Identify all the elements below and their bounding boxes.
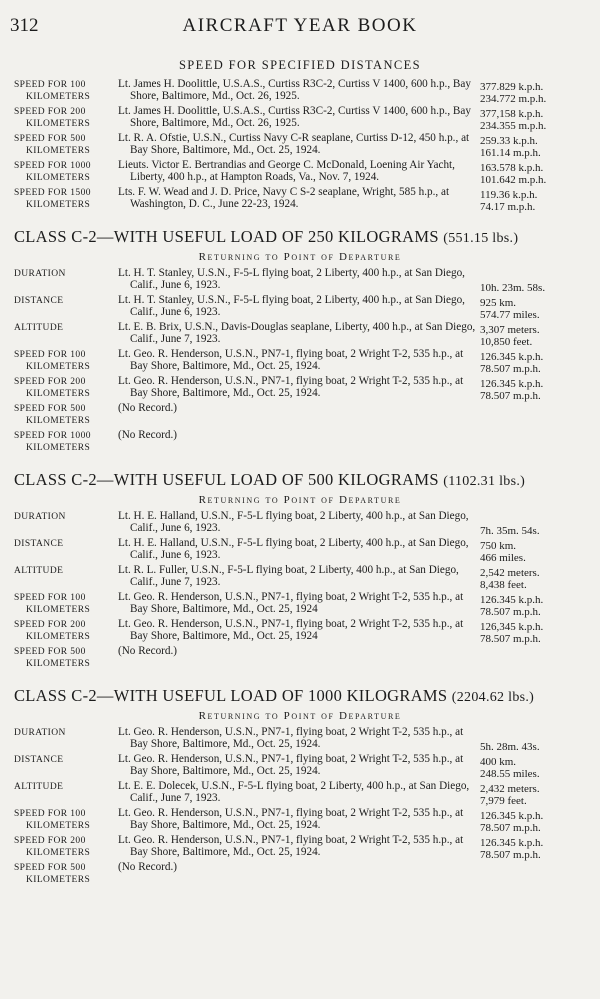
- running-title: AIRCRAFT YEAR BOOK: [182, 15, 418, 36]
- record-values: [480, 379, 586, 402]
- record-label-line: KILOMETERS: [26, 875, 91, 885]
- record-label-line: KILOMETERS: [26, 416, 91, 426]
- record-label-line: KILOMETERS: [26, 200, 91, 210]
- record-label-line: SPEED FOR 200: [14, 377, 86, 387]
- record-description: Lt. Geo. R. Henderson, U.S.N., PN7-1, flying boat, 2 Wright T-2, 535 h.p., at Bay Shore, Baltimore, Md., Oct. 25, 1924: [118, 618, 464, 642]
- record-entry: [14, 592, 586, 618]
- record-entry: [14, 754, 586, 780]
- record-value: 126.345 k.p.h.: [480, 594, 544, 606]
- record-label-line: KILOMETERS: [26, 605, 91, 615]
- record-entry: [14, 295, 586, 321]
- record-label-line: SPEED FOR 500: [14, 863, 86, 873]
- record-value: 78.507 m.p.h.: [480, 821, 541, 834]
- record-value: 161.14 m.p.h.: [480, 146, 541, 159]
- class-title: [14, 686, 586, 706]
- record-label-line: ALTITUDE: [14, 323, 64, 333]
- record-label-line: KILOMETERS: [26, 92, 91, 102]
- record-values: [480, 595, 586, 618]
- record-value: 126.345 k.p.h.: [480, 837, 544, 849]
- record-label-line: KILOMETERS: [26, 389, 91, 399]
- record-label: [14, 376, 110, 400]
- class-title-text: CLASS C-2—WITH USEFUL LOAD OF 1000 KILOGRAMS: [14, 686, 452, 705]
- class-title: [14, 227, 586, 247]
- record-values: [480, 622, 586, 645]
- record-entry: [14, 835, 586, 861]
- record-values: [480, 82, 586, 105]
- record-label-line: SPEED FOR 200: [14, 107, 86, 117]
- record-value: 400 km.: [480, 756, 517, 768]
- record-value: 101.642 m.p.h.: [480, 173, 547, 186]
- record-values: [480, 283, 586, 295]
- record-value: 78.507 m.p.h.: [480, 848, 541, 861]
- record-label: [14, 187, 110, 211]
- class-title-text: CLASS C-2—WITH USEFUL LOAD OF 500 KILOGRAMS: [14, 470, 444, 489]
- record-label-line: ALTITUDE: [14, 782, 64, 792]
- page-header: [10, 15, 590, 39]
- record-label: [14, 133, 110, 157]
- record-value: 78.507 m.p.h.: [480, 362, 541, 375]
- record-label-line: KILOMETERS: [26, 146, 91, 156]
- record-value: 248.55 miles.: [480, 767, 540, 780]
- record-label-line: SPEED FOR 1000: [14, 431, 91, 441]
- record-value: 126,345 k.p.h.: [480, 621, 544, 633]
- record-value: 574.77 miles.: [480, 308, 540, 321]
- record-label-line: SPEED FOR 500: [14, 134, 86, 144]
- record-value: 7h. 35m. 54s.: [480, 524, 540, 537]
- record-label: [14, 592, 110, 616]
- record-value: 163.578 k.p.h.: [480, 162, 544, 174]
- record-label-line: KILOMETERS: [26, 119, 91, 129]
- record-label-line: DURATION: [14, 269, 66, 279]
- record-label-line: DURATION: [14, 512, 66, 522]
- record-values: [480, 757, 586, 780]
- record-description: Lt. E. B. Brix, U.S.N., Davis-Douglas seaplane, Liberty, 400 h.p., at San Diego, Calif., June 7, 1923.: [118, 321, 476, 345]
- record-value: 466 miles.: [480, 551, 526, 564]
- class-title-lbs: (2204.62 lbs.): [451, 690, 535, 705]
- record-value: 78.507 m.p.h.: [480, 389, 541, 402]
- record-entry: [14, 322, 586, 348]
- class-title-lbs: (551.15 lbs.): [443, 231, 519, 246]
- record-description: Lt. H. T. Stanley, U.S.N., F-5-L flying boat, 2 Liberty, 400 h.p., at San Diego, Calif., June 6, 1923.: [118, 267, 465, 291]
- record-description: (No Record.): [118, 861, 178, 873]
- record-label: [14, 565, 110, 577]
- record-label-line: SPEED FOR 500: [14, 647, 86, 657]
- record-label: [14, 808, 110, 832]
- record-description: Lt. H. T. Stanley, U.S.N., F-5-L flying boat, 2 Liberty, 400 h.p., at San Diego, Calif., June 6, 1923.: [118, 294, 465, 318]
- record-values: [480, 325, 586, 348]
- record-label-line: KILOMETERS: [26, 173, 91, 183]
- record-label: [14, 781, 110, 793]
- record-entry: [14, 781, 586, 807]
- record-entry: [14, 808, 586, 834]
- record-value: 5h. 28m. 43s.: [480, 740, 540, 753]
- record-entry: [14, 511, 586, 537]
- record-entry: [14, 160, 586, 186]
- record-label-line: SPEED FOR 100: [14, 593, 86, 603]
- record-label-line: KILOMETERS: [26, 443, 91, 453]
- record-label-line: SPEED FOR 100: [14, 809, 86, 819]
- record-value: 234.355 m.p.h.: [480, 119, 547, 132]
- record-entry: [14, 727, 586, 753]
- section-subtitle: Returning to Point of Departure: [198, 494, 402, 506]
- record-label: [14, 862, 110, 886]
- record-label: [14, 538, 110, 550]
- record-value: 2,432 meters.: [480, 783, 540, 795]
- record-label: [14, 106, 110, 130]
- record-label: [14, 160, 110, 184]
- record-values: [480, 190, 586, 213]
- record-label: [14, 403, 110, 427]
- section-title: SPEED FOR SPECIFIED DISTANCES: [178, 58, 422, 72]
- record-label: [14, 727, 110, 739]
- record-label-line: DISTANCE: [14, 296, 64, 306]
- record-entry: [14, 403, 586, 429]
- record-label-line: SPEED FOR 200: [14, 836, 86, 846]
- section-subtitle: Returning to Point of Departure: [198, 710, 402, 722]
- record-value: 119.36 k.p.h.: [480, 189, 538, 201]
- record-entry: [14, 349, 586, 375]
- record-description: Lt. Geo. R. Henderson, U.S.N., PN7-1, flying boat, 2 Wright T-2, 535 h.p., at Bay Shore, Baltimore, Md., Oct. 25, 1924.: [118, 348, 464, 372]
- record-description: Lt. James H. Doolittle, U.S.A.S., Curtiss R3C-2, Curtiss V 1400, 600 h.p., Bay Shore, Baltimore, Md., Oct. 26, 1925.: [118, 78, 471, 102]
- record-label-line: KILOMETERS: [26, 848, 91, 858]
- class-title-text: CLASS C-2—WITH USEFUL LOAD OF 250 KILOGRAMS: [14, 227, 444, 246]
- record-label-line: DISTANCE: [14, 539, 64, 549]
- record-entry: [14, 430, 586, 456]
- record-entry: [14, 79, 586, 105]
- record-value: 126.345 k.p.h.: [480, 378, 544, 390]
- record-entry: [14, 376, 586, 402]
- record-label-line: SPEED FOR 500: [14, 404, 86, 414]
- record-entry: [14, 565, 586, 591]
- record-value: 377.829 k.p.h.: [480, 81, 544, 93]
- record-label: [14, 619, 110, 643]
- record-value: 10,850 feet.: [480, 335, 533, 348]
- class-title-lbs: (1102.31 lbs.): [443, 474, 526, 489]
- record-description: Lt. H. E. Halland, U.S.N., F-5-L flying boat, 2 Liberty, 400 h.p., at San Diego, Calif., June 6, 1923.: [118, 510, 469, 534]
- record-entry: [14, 538, 586, 564]
- record-section: [14, 227, 586, 456]
- record-description: Lt. R. L. Fuller, U.S.N., F-5-L flying boat, 2 Liberty, 400 h.p., at San Diego, Calif., June 7, 1923.: [118, 564, 459, 588]
- record-label-line: SPEED FOR 1000: [14, 161, 91, 171]
- record-value: 259.33 k.p.h.: [480, 135, 538, 147]
- record-label: [14, 511, 110, 523]
- record-value: 10h. 23m. 58s.: [480, 281, 546, 294]
- record-description: Lt. E. E. Dolecek, U.S.N., F-5-L flying boat, 2 Liberty, 400 h.p., at San Diego, Calif., June 7, 1923.: [118, 780, 470, 804]
- record-entry: [14, 187, 586, 213]
- record-section: [14, 58, 586, 213]
- record-values: [480, 352, 586, 375]
- record-label-line: DISTANCE: [14, 755, 64, 765]
- record-value: 126.345 k.p.h.: [480, 810, 544, 822]
- record-description: Lt. H. E. Halland, U.S.N., F-5-L flying boat, 2 Liberty, 400 h.p., at San Diego, Calif., June 6, 1923.: [118, 537, 469, 561]
- record-entry: [14, 106, 586, 132]
- record-value: 3,307 meters.: [480, 324, 540, 336]
- record-values: [480, 742, 586, 754]
- record-label: [14, 646, 110, 670]
- record-description: Lt. Geo. R. Henderson, U.S.N., PN7-1, flying boat, 2 Wright T-2, 535 h.p., at Bay Shore, Baltimore, Md., Oct. 25, 1924: [118, 591, 464, 615]
- record-description: Lts. F. W. Wead and J. D. Price, Navy C S-2 seaplane, Wright, 585 h.p., at Washington, D. C., June 22-23, 1924.: [118, 186, 450, 210]
- record-value: 2,542 meters.: [480, 567, 540, 579]
- record-description: Lt. Geo. R. Henderson, U.S.N., PN7-1, flying boat, 2 Wright T-2, 535 h.p., at Bay Shore, Baltimore, Md., Oct. 25, 1924.: [118, 726, 464, 750]
- record-label: [14, 754, 110, 766]
- record-description: Lt. Geo. R. Henderson, U.S.N., PN7-1, flying boat, 2 Wright T-2, 535 h.p., at Bay Shore, Baltimore, Md., Oct. 25, 1924.: [118, 375, 464, 399]
- record-values: [480, 541, 586, 564]
- record-entry: [14, 862, 586, 888]
- record-values: [480, 163, 586, 186]
- record-label-line: KILOMETERS: [26, 362, 91, 372]
- record-value: 78.507 m.p.h.: [480, 605, 541, 618]
- record-value: 7,979 feet.: [480, 794, 527, 807]
- section-subtitle: Returning to Point of Departure: [198, 251, 402, 263]
- record-value: 925 km.: [480, 297, 517, 309]
- record-description: Lt. James H. Doolittle, U.S.A.S., Curtiss R3C-2, Curtiss V 1400, 600 h.p., Bay Shore, Baltimore, Md., Oct. 26, 1925.: [118, 105, 471, 129]
- record-label-line: SPEED FOR 100: [14, 80, 86, 90]
- record-label: [14, 322, 110, 334]
- record-values: [480, 526, 586, 538]
- record-description: Lt. Geo. R. Henderson, U.S.N., PN7-1, flying boat, 2 Wright T-2, 535 h.p., at Bay Shore, Baltimore, Md., Oct. 25, 1924.: [118, 834, 464, 858]
- record-values: [480, 838, 586, 861]
- record-entry: [14, 133, 586, 159]
- record-description: Lt. Geo. R. Henderson, U.S.N., PN7-1, flying boat, 2 Wright T-2, 535 h.p., at Bay Shore, Baltimore, Md., Oct. 25, 1924.: [118, 753, 464, 777]
- record-values: [480, 784, 586, 807]
- record-value: 126.345 k.p.h.: [480, 351, 544, 363]
- record-entry: [14, 646, 586, 672]
- record-label: [14, 268, 110, 280]
- records-content: [14, 58, 586, 889]
- class-title: [14, 470, 586, 490]
- record-description: (No Record.): [118, 429, 178, 441]
- record-label-line: KILOMETERS: [26, 632, 91, 642]
- record-label: [14, 295, 110, 307]
- record-value: 377,158 k.p.h.: [480, 108, 544, 120]
- record-label: [14, 349, 110, 373]
- record-entry: [14, 268, 586, 294]
- record-value: 74.17 m.p.h.: [480, 200, 536, 213]
- record-description: (No Record.): [118, 402, 178, 414]
- record-values: [480, 811, 586, 834]
- record-value: 750 km.: [480, 540, 517, 552]
- record-description: Lt. R. A. Ofstie, U.S.N., Curtiss Navy C-R seaplane, Curtiss D-12, 450 h.p., at Bay Shore, Baltimore, Md., Oct. 25, 1924.: [118, 132, 470, 156]
- record-values: [480, 568, 586, 591]
- record-label-line: KILOMETERS: [26, 821, 91, 831]
- record-label-line: SPEED FOR 1500: [14, 188, 91, 198]
- record-value: 78.507 m.p.h.: [480, 632, 541, 645]
- record-label: [14, 430, 110, 454]
- record-values: [480, 298, 586, 321]
- record-value: 234.772 m.p.h.: [480, 92, 547, 105]
- record-description: Lieuts. Victor E. Bertrandias and George C. McDonald, Loening Air Yacht, Liberty, 400 h.p., at Hampton Roads, Va., Nov. 7, 1924.: [118, 159, 455, 183]
- record-label: [14, 79, 110, 103]
- record-value: 8,438 feet.: [480, 578, 527, 591]
- record-label-line: DURATION: [14, 728, 66, 738]
- page-number: 312: [10, 15, 39, 36]
- record-values: [480, 136, 586, 159]
- record-description: (No Record.): [118, 645, 178, 657]
- record-label-line: ALTITUDE: [14, 566, 64, 576]
- record-section: [14, 470, 586, 672]
- record-description: Lt. Geo. R. Henderson, U.S.N., PN7-1, flying boat, 2 Wright T-2, 535 h.p., at Bay Shore, Baltimore, Md., Oct. 25, 1924.: [118, 807, 464, 831]
- record-entry: [14, 619, 586, 645]
- record-label: [14, 835, 110, 859]
- record-label-line: SPEED FOR 200: [14, 620, 86, 630]
- record-section: [14, 686, 586, 888]
- record-label-line: SPEED FOR 100: [14, 350, 86, 360]
- record-values: [480, 109, 586, 132]
- record-label-line: KILOMETERS: [26, 659, 91, 669]
